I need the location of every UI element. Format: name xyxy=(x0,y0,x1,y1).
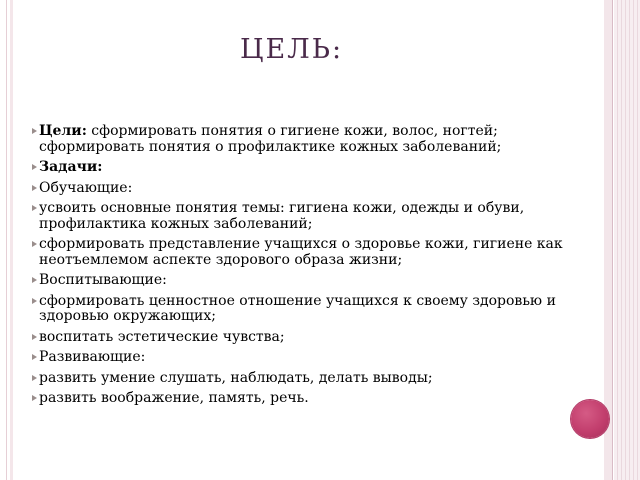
bullet-list xyxy=(32,124,572,412)
bullet-item xyxy=(32,294,572,325)
bullet-marker-icon xyxy=(32,277,37,283)
decorative-right-stripes xyxy=(614,0,640,480)
bullet-item xyxy=(32,160,572,176)
bullet-item xyxy=(32,124,572,155)
bullet-marker-icon xyxy=(32,205,37,211)
bullet-item xyxy=(32,391,572,407)
bullet-item xyxy=(32,273,572,289)
bullet-item xyxy=(32,181,572,197)
decorative-right-line xyxy=(612,0,613,480)
bullet-marker-icon xyxy=(32,128,37,134)
bullet-item xyxy=(32,371,572,387)
slide-title: ЦЕЛЬ: xyxy=(240,34,344,65)
bullet-text: воспитать эстетические чувства; xyxy=(39,328,285,345)
bullet-marker-icon xyxy=(32,334,37,340)
bullet-text: развить умение слушать, наблюдать, делать выводы; xyxy=(39,369,433,386)
bullet-text: сформировать ценностное отношение учащихся к своему здоровью и здоровью окружающих; xyxy=(39,292,556,324)
bullet-text: сформировать понятия о гигиене кожи, волос, ногтей; сформировать понятия о профилактике кожных заболеваний; xyxy=(39,123,502,155)
bullet-marker-icon xyxy=(32,375,37,381)
bullet-label: Задачи: xyxy=(39,159,103,175)
bullet-marker-icon xyxy=(32,395,37,401)
bullet-item xyxy=(32,201,572,232)
bullet-text: развить воображение, память, речь. xyxy=(39,390,309,406)
bullet-text: сформировать представление учащихся о здоровье кожи, гигиене как неотъемлемом аспекте здорового образа жизни; xyxy=(39,236,563,268)
bullet-text: усвоить основные понятия темы: гигиена кожи, одежды и обуви, профилактика кожных заболеваний; xyxy=(39,200,525,232)
bullet-marker-icon xyxy=(32,298,37,304)
bullet-marker-icon xyxy=(32,354,37,360)
bullet-item xyxy=(32,237,572,268)
bullet-item xyxy=(32,330,572,346)
bullet-marker-icon xyxy=(32,164,37,170)
bullet-marker-icon xyxy=(32,241,37,247)
bullet-text: Обучающие: xyxy=(39,179,133,196)
bullet-text: Воспитывающие: xyxy=(39,272,167,288)
bullet-text: Развивающие: xyxy=(39,349,146,365)
bullet-label: Цели: xyxy=(39,123,87,139)
accent-circle-icon xyxy=(571,400,609,438)
decorative-left-band xyxy=(10,0,13,480)
bullet-item xyxy=(32,350,572,366)
bullet-marker-icon xyxy=(32,185,37,191)
decorative-left-line xyxy=(6,0,7,480)
